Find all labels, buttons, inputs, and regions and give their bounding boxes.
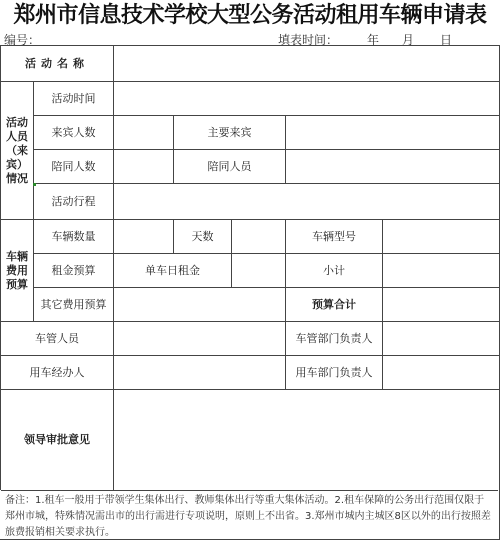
days-label: 天数 xyxy=(173,219,231,253)
guest-count-field[interactable] xyxy=(113,115,173,149)
month-label: 月 xyxy=(402,33,415,47)
activity-name-field[interactable] xyxy=(113,45,500,81)
other-budget-field[interactable] xyxy=(113,287,285,321)
vehicle-dept-head-label: 车管部门负责人 xyxy=(285,321,382,355)
activity-name-label: 活动名称 xyxy=(0,45,113,81)
day-label: 日 xyxy=(440,33,453,47)
budget-total-label: 预算合计 xyxy=(285,287,382,321)
rental-budget-label: 租金预算 xyxy=(33,253,113,287)
year-label: 年 xyxy=(367,33,380,47)
budget-total-field[interactable] xyxy=(382,287,500,321)
other-budget-label: 其它费用预算 xyxy=(33,287,113,321)
vehicle-model-label: 车辆型号 xyxy=(285,219,382,253)
subtotal-field[interactable] xyxy=(382,253,500,287)
accompany-count-label: 陪同人数 xyxy=(33,149,113,183)
user-dept-head-field[interactable] xyxy=(382,355,500,389)
activity-time-label: 活动时间 xyxy=(33,81,113,115)
daily-rent-field[interactable] xyxy=(231,253,285,287)
accompany-people-label: 陪同人员 xyxy=(173,149,285,183)
vehicle-manager-field[interactable] xyxy=(113,321,285,355)
vehicle-manager-label: 车管人员 xyxy=(0,321,113,355)
form-title: 郑州市信息技术学校大型公务活动租用车辆申请表 xyxy=(13,2,487,28)
days-field[interactable] xyxy=(231,219,285,253)
daily-rent-label: 单车日租金 xyxy=(113,253,231,287)
vehicle-count-field[interactable] xyxy=(113,219,173,253)
vehicle-count-label: 车辆数量 xyxy=(33,219,113,253)
leader-opinion-field[interactable] xyxy=(113,389,500,490)
main-guest-field[interactable] xyxy=(285,115,500,149)
personnel-group-label: 活动人员（来宾）情况 xyxy=(0,81,33,219)
budget-group-label: 车辆费用预算 xyxy=(0,219,33,321)
fill-date-label: 填表时间： xyxy=(278,33,339,47)
vehicle-handler-field[interactable] xyxy=(113,355,285,389)
accompany-count-field[interactable] xyxy=(113,149,173,183)
vehicle-model-field[interactable] xyxy=(382,219,500,253)
itinerary-field[interactable] xyxy=(113,183,500,219)
serial-number-label: 编号： xyxy=(4,33,41,47)
guest-count-label: 来宾人数 xyxy=(33,115,113,149)
vehicle-handler-label: 用车经办人 xyxy=(0,355,113,389)
activity-time-field[interactable] xyxy=(113,81,500,115)
vehicle-dept-head-field[interactable] xyxy=(382,321,500,355)
main-guest-label: 主要来宾 xyxy=(173,115,285,149)
user-dept-head-label: 用车部门负责人 xyxy=(285,355,382,389)
cell-comment-marker xyxy=(33,183,36,186)
itinerary-label: 活动行程 xyxy=(33,183,113,219)
accompany-people-field[interactable] xyxy=(285,149,500,183)
leader-opinion-label: 领导审批意见 xyxy=(0,389,113,490)
remarks-note: 备注：1.租车一般用于带领学生集体出行、教师集体出行等重大集体活动。2.租车保障的公务出行范围仅限于郑州市城，特殊情况需出市的出行需进行专项说明，原则上不出省。3.郑州市城内主城区8区以外的出行按照差旅费报销相关要求执行。 xyxy=(1,490,498,543)
subtotal-label: 小计 xyxy=(285,253,382,287)
